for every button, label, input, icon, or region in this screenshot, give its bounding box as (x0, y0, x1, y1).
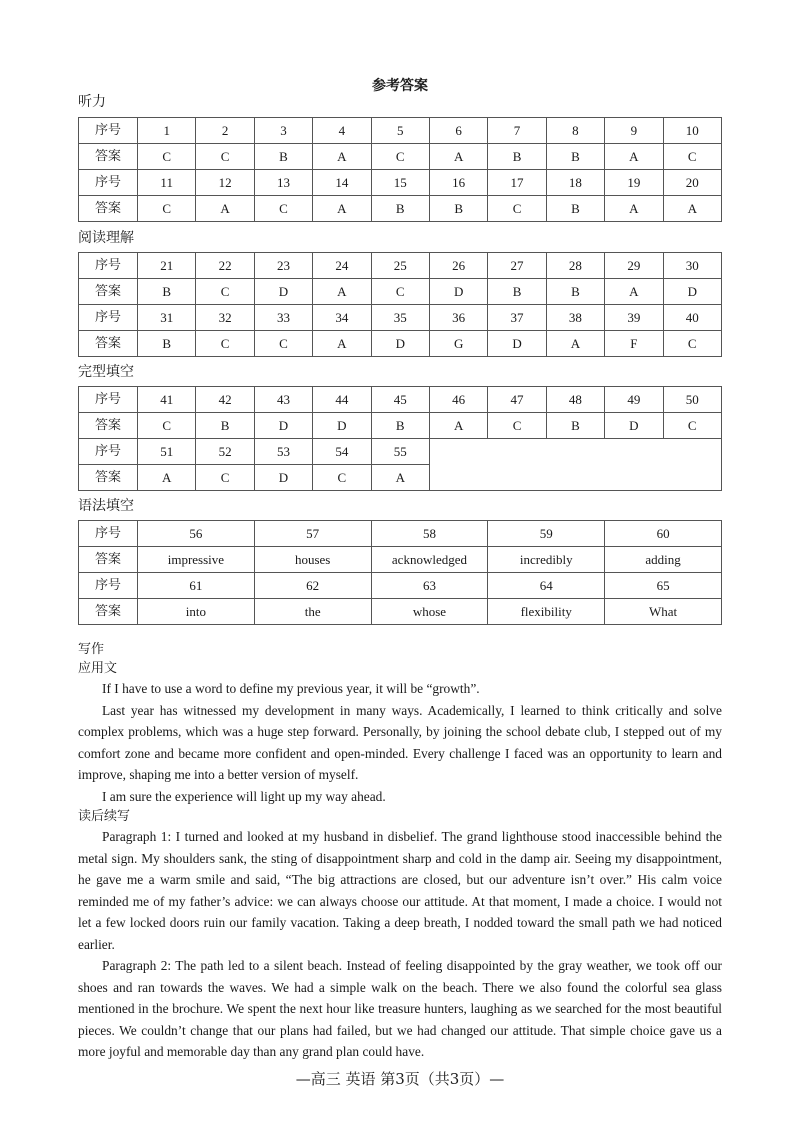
answer-cell: C (488, 196, 546, 222)
table-row (79, 253, 722, 279)
answer-cell: B (546, 279, 604, 305)
answer-cell: C (371, 279, 429, 305)
question-number: 7 (488, 118, 546, 144)
question-number: 4 (313, 118, 371, 144)
question-number: 51 (138, 439, 196, 465)
question-number: 39 (605, 305, 663, 331)
answer-label: 答案 (79, 144, 138, 170)
question-number: 54 (313, 439, 371, 465)
answer-cell: impressive (138, 547, 255, 573)
answer-cell: houses (254, 547, 371, 573)
question-number: 32 (196, 305, 254, 331)
answer-cell: What (605, 599, 722, 625)
question-number: 58 (371, 521, 488, 547)
answer-cell: D (488, 331, 546, 357)
question-number: 61 (138, 573, 255, 599)
answer-cell: C (663, 413, 721, 439)
section-label: 完型填空 (78, 364, 134, 380)
question-number: 50 (663, 387, 721, 413)
question-number: 34 (313, 305, 371, 331)
question-number: 9 (605, 118, 663, 144)
answer-cell: C (663, 144, 721, 170)
answer-cell: B (138, 331, 196, 357)
question-number: 35 (371, 305, 429, 331)
question-number: 12 (196, 170, 254, 196)
question-number: 65 (605, 573, 722, 599)
answer-cell: A (663, 196, 721, 222)
part1-paragraph: If I have to use a word to define my previous year, it will be “growth”. (102, 681, 480, 696)
answer-cell: C (663, 331, 721, 357)
answer-cell: the (254, 599, 371, 625)
answer-cell: A (196, 196, 254, 222)
answer-cell: C (254, 196, 312, 222)
answer-cell: B (546, 413, 604, 439)
answer-cell: A (313, 331, 371, 357)
question-number: 45 (371, 387, 429, 413)
answer-cell: D (663, 279, 721, 305)
answer-label: 答案 (79, 196, 138, 222)
lower-section (0, 640, 800, 1089)
answer-cell: C (371, 144, 429, 170)
answer-cell: D (429, 279, 487, 305)
question-number: 3 (254, 118, 312, 144)
number-label: 序号 (79, 170, 138, 196)
question-number: 52 (196, 439, 254, 465)
question-number: 13 (254, 170, 312, 196)
answer-label: 答案 (79, 279, 138, 305)
writing-section (78, 640, 722, 1063)
question-number: 19 (605, 170, 663, 196)
answer-cell: A (138, 465, 196, 491)
answer-label: 答案 (79, 465, 138, 491)
question-number: 43 (254, 387, 312, 413)
question-number: 18 (546, 170, 604, 196)
section-label: 阅读理解 (78, 230, 134, 246)
answer-cell: B (371, 413, 429, 439)
table-row (79, 305, 722, 331)
answer-label: 答案 (79, 547, 138, 573)
answer-table (78, 252, 722, 357)
table-row (79, 439, 722, 465)
answer-cell: adding (605, 547, 722, 573)
table-row (79, 144, 722, 170)
section-label: 语法填空 (78, 498, 134, 514)
table-row (79, 170, 722, 196)
question-number: 57 (254, 521, 371, 547)
table-row (79, 196, 722, 222)
answer-cell: C (488, 413, 546, 439)
number-label: 序号 (79, 305, 138, 331)
question-number: 56 (138, 521, 255, 547)
question-number: 11 (138, 170, 196, 196)
question-number: 24 (313, 253, 371, 279)
table-row (79, 521, 722, 547)
answer-cell: D (254, 465, 312, 491)
answer-cell: A (313, 279, 371, 305)
part1-paragraph: I am sure the experience will light up my way ahead. (102, 788, 386, 804)
question-number: 62 (254, 573, 371, 599)
number-label: 序号 (79, 521, 138, 547)
answer-table (78, 386, 722, 491)
part1-label: 应用文 (78, 661, 118, 676)
answer-cell: incredibly (488, 547, 605, 573)
answer-cell: D (254, 413, 312, 439)
part1-paragraph: Last year has witnessed my development in many ways. Academically, I learned to think critically and solve complex problems, which was a huge step forward. Personally, by joining the school debate club, I stepped out of my comfort zone and became more confident and open-minded. Every challenge I faced was an opportunity to learn and improve, shaping me into a better version of myself. (78, 702, 722, 782)
answer-label: 答案 (79, 599, 138, 625)
table-row (79, 599, 722, 625)
question-number: 5 (371, 118, 429, 144)
question-number: 38 (546, 305, 604, 331)
answer-cell: F (605, 331, 663, 357)
answer-cell: B (371, 196, 429, 222)
answer-cell: A (313, 196, 371, 222)
answer-label: 答案 (79, 331, 138, 357)
question-number: 42 (196, 387, 254, 413)
question-number: 40 (663, 305, 721, 331)
answer-cell: G (429, 331, 487, 357)
table-row (79, 413, 722, 439)
answer-cell: D (371, 331, 429, 357)
answer-cell: C (196, 331, 254, 357)
question-number: 26 (429, 253, 487, 279)
question-number: 10 (663, 118, 721, 144)
question-number: 17 (488, 170, 546, 196)
answer-cell: B (488, 144, 546, 170)
number-label: 序号 (79, 253, 138, 279)
section-label: 听力 (78, 94, 106, 110)
answer-cell: C (196, 279, 254, 305)
question-number: 16 (429, 170, 487, 196)
answer-cell: A (313, 144, 371, 170)
answer-cell: B (488, 279, 546, 305)
question-number: 55 (371, 439, 429, 465)
answer-cell: whose (371, 599, 488, 625)
answer-cell: C (138, 196, 196, 222)
answer-cell: into (138, 599, 255, 625)
number-label: 序号 (79, 118, 138, 144)
writing-label: 写作 (78, 642, 105, 657)
answer-cell: A (546, 331, 604, 357)
answer-cell: A (371, 465, 429, 491)
question-number: 33 (254, 305, 312, 331)
question-number: 15 (371, 170, 429, 196)
answer-cell: D (313, 413, 371, 439)
question-number: 23 (254, 253, 312, 279)
answer-cell: C (196, 465, 254, 491)
table-row (79, 573, 722, 599)
answer-cell: B (138, 279, 196, 305)
page-title: 参考答案 (372, 78, 428, 94)
table-row (79, 279, 722, 305)
part2-label: 读后续写 (78, 809, 131, 824)
question-number: 64 (488, 573, 605, 599)
answer-cell: B (429, 196, 487, 222)
answer-cell: acknowledged (371, 547, 488, 573)
page-footer: —高三 英语 第3页（共3页）— (295, 1069, 505, 1088)
number-label: 序号 (79, 439, 138, 465)
answer-cell: C (313, 465, 371, 491)
table-row (79, 387, 722, 413)
question-number: 53 (254, 439, 312, 465)
number-label: 序号 (79, 573, 138, 599)
answer-cell: D (605, 413, 663, 439)
question-number: 59 (488, 521, 605, 547)
answer-cell: C (138, 413, 196, 439)
answer-cell: A (605, 196, 663, 222)
answer-label: 答案 (79, 413, 138, 439)
question-number: 29 (605, 253, 663, 279)
answer-table (78, 520, 722, 625)
question-number: 28 (546, 253, 604, 279)
part2-paragraph: Paragraph 1: I turned and looked at my husband in disbelief. The grand lighthouse stood inaccessible behind the metal sign. My shoulders sank, the sting of disappointment sharp and cold in the damp air. Seeing my disappointment, he gave me a warm smile and said, “The big attractions are closed, but our adventure isn’t over.” His calm voice reminded me of my father’s advice: we can always choose our attitude. At that moment, I made a choice. I would not let a few locked doors ruin our family vacation. Taking a deep breath, I nodded toward the small path we had noticed earlier. (78, 829, 722, 952)
table-row (79, 331, 722, 357)
question-number: 31 (138, 305, 196, 331)
question-number: 6 (429, 118, 487, 144)
question-number: 37 (488, 305, 546, 331)
empty-cell (429, 439, 721, 491)
question-number: 14 (313, 170, 371, 196)
question-number: 47 (488, 387, 546, 413)
question-number: 30 (663, 253, 721, 279)
question-number: 21 (138, 253, 196, 279)
question-number: 2 (196, 118, 254, 144)
number-label: 序号 (79, 387, 138, 413)
answer-cell: B (546, 144, 604, 170)
table-row (79, 547, 722, 573)
table-row (79, 118, 722, 144)
answer-cell: B (254, 144, 312, 170)
question-number: 20 (663, 170, 721, 196)
question-number: 1 (138, 118, 196, 144)
question-number: 27 (488, 253, 546, 279)
question-number: 8 (546, 118, 604, 144)
question-number: 44 (313, 387, 371, 413)
answer-table (78, 117, 722, 222)
answer-cell: B (546, 196, 604, 222)
answer-cell: B (196, 413, 254, 439)
question-number: 60 (605, 521, 722, 547)
answer-cell: C (254, 331, 312, 357)
answer-cell: A (429, 144, 487, 170)
question-number: 41 (138, 387, 196, 413)
answer-cell: A (605, 279, 663, 305)
question-number: 36 (429, 305, 487, 331)
answer-cell: A (429, 413, 487, 439)
answer-cell: C (196, 144, 254, 170)
answer-cell: flexibility (488, 599, 605, 625)
answer-cell: A (605, 144, 663, 170)
question-number: 46 (429, 387, 487, 413)
question-number: 48 (546, 387, 604, 413)
question-number: 25 (371, 253, 429, 279)
answer-cell: D (254, 279, 312, 305)
question-number: 63 (371, 573, 488, 599)
question-number: 49 (605, 387, 663, 413)
question-number: 22 (196, 253, 254, 279)
part2-paragraph: Paragraph 2: The path led to a silent beach. Instead of feeling disappointed by the gray weather, we took off our shoes and ran towards the waves. We had a simple walk on the beach. There we also found the colorful sea glass mentioned in the brochure. We spent the next hour like treasure hunters, laughing as we searched for the most beautiful pieces. We couldn’t change that our plans had failed, but we had changed our attitude. That simple choice gave us a more joyful and memorable day than any grand plan could have. (78, 958, 722, 1059)
answer-cell: C (138, 144, 196, 170)
